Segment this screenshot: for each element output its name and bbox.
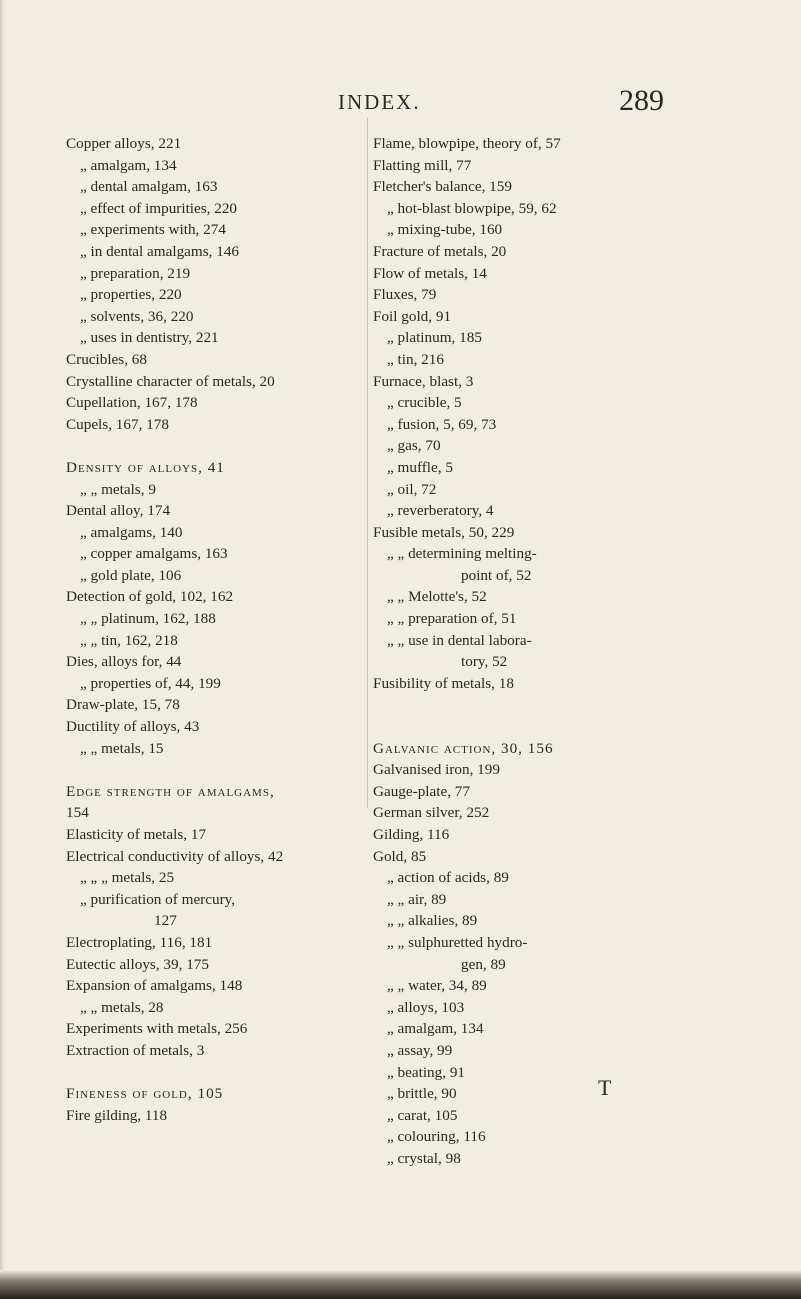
index-entry: Gilding, 116 <box>373 826 450 843</box>
index-entry: „ amalgam, 134 <box>387 1020 484 1038</box>
index-entry: Fusibility of metals, 18 <box>373 674 514 692</box>
index-entry: „ uses in dentistry, 221 <box>80 329 219 347</box>
index-entry: „ copper amalgams, 163 <box>80 545 228 563</box>
index-entry: Copper alloys, 221 <box>66 135 182 152</box>
index-entry: Dental alloy, 174 <box>66 502 171 520</box>
index-column-right <box>373 133 773 1170</box>
index-gap <box>66 435 366 457</box>
index-entry: „ „ sulphuretted hydro- <box>387 933 528 951</box>
index-entry: Fluxes, 79 <box>373 286 437 304</box>
index-entry: Eutectic alloys, 39, 175 <box>66 955 209 973</box>
index-entry: Detection of gold, 102, 162 <box>66 588 234 606</box>
index-entry: „ alloys, 103 <box>387 998 465 1016</box>
index-entry: „ „ air, 89 <box>387 890 447 908</box>
index-entry: „ „ metals, 9 <box>80 480 156 498</box>
index-entry: „ amalgam, 134 <box>80 156 177 174</box>
index-entry: „ effect of impurities, 220 <box>80 199 238 217</box>
index-entry: „ dental amalgam, 163 <box>80 178 218 196</box>
index-entry: Crucibles, 68 <box>66 350 147 368</box>
index-entry: „ colouring, 116 <box>387 1128 486 1146</box>
signature-mark: T <box>598 1075 612 1100</box>
index-gap <box>66 1062 366 1084</box>
index-entry: Fineness of gold, 105 <box>66 1085 224 1103</box>
index-entry: Elasticity of metals, 17 <box>66 826 207 843</box>
index-entry: „ solvents, 36, 220 <box>80 307 194 325</box>
index-entry: „ crucible, 5 <box>387 394 462 412</box>
index-entry: „ crystal, 98 <box>387 1149 461 1167</box>
index-entry: Draw-plate, 15, 78 <box>66 696 180 714</box>
index-entry: Gauge-plate, 77 <box>373 782 470 800</box>
index-entry: Flow of metals, 14 <box>373 264 487 282</box>
index-entry: „ assay, 99 <box>387 1041 453 1059</box>
index-entry: Cupellation, 167, 178 <box>66 394 198 412</box>
index-entry: 127 <box>154 912 177 930</box>
index-entry: Fire gilding, 118 <box>66 1106 168 1124</box>
column-divider <box>367 118 368 808</box>
index-entry: Dies, alloys for, 44 <box>66 653 182 671</box>
index-entry: „ oil, 72 <box>387 480 437 498</box>
index-entry: Fusible metals, 50, 229 <box>373 523 515 541</box>
index-entry: Crystalline character of metals, 20 <box>66 372 275 390</box>
index-entry: „ tin, 216 <box>387 350 444 368</box>
index-entry: Flatting mill, 77 <box>373 156 472 174</box>
index-entry: „ „ tin, 162, 218 <box>80 631 178 649</box>
index-entry: Density of alloys, 41 <box>66 458 225 476</box>
index-gap <box>66 759 366 781</box>
index-entry: „ „ metals, 15 <box>80 739 164 757</box>
index-entry: Galvanic action, 30, 156 <box>373 739 554 757</box>
index-entry: „ „ „ metals, 25 <box>80 869 175 887</box>
index-entry: „ hot-blast blowpipe, 59, 62 <box>387 199 557 217</box>
index-entry: Cupels, 167, 178 <box>66 415 169 433</box>
index-entry: „ action of acids, 89 <box>387 869 509 887</box>
index-entry: „ brittle, 90 <box>387 1085 457 1103</box>
index-entry: „ reverberatory, 4 <box>387 502 494 520</box>
index-entry: „ gas, 70 <box>387 437 441 455</box>
index-entry: Electroplating, 116, 181 <box>66 933 213 951</box>
index-entry: „ mixing-tube, 160 <box>387 221 503 239</box>
index-entry: „ „ Melotte's, 52 <box>387 588 487 606</box>
index-entry: „ beating, 91 <box>387 1063 466 1081</box>
index-entry: „ properties, 220 <box>80 286 182 304</box>
index-entry: 154 <box>66 804 89 822</box>
index-entry: Electrical conductivity of alloys, 42 <box>66 847 284 865</box>
index-gap <box>373 716 773 738</box>
index-gap <box>373 694 773 716</box>
index-entry: „ amalgams, 140 <box>80 523 183 541</box>
page-bottom-shadow <box>0 1270 801 1299</box>
index-entry: Fletcher's balance, 159 <box>373 178 512 196</box>
index-entry: „ gold plate, 106 <box>80 566 182 584</box>
index-entry: „ „ platinum, 162, 188 <box>80 610 216 628</box>
index-entry: „ „ water, 34, 89 <box>387 977 487 995</box>
index-entry: „ carat, 105 <box>387 1106 458 1124</box>
index-entry: „ purification of mercury, <box>80 890 236 908</box>
page-edge-shadow <box>0 0 4 1299</box>
index-entry: Fracture of metals, 20 <box>373 242 507 260</box>
index-entry: gen, 89 <box>461 955 506 973</box>
index-entry: „ muffle, 5 <box>387 458 453 476</box>
index-entry: „ experiments with, 274 <box>80 221 226 239</box>
index-entry: „ „ determining melting- <box>387 545 537 563</box>
index-entry: tory, 52 <box>461 653 508 671</box>
page-number: 289 <box>619 84 664 117</box>
index-entry: „ „ preparation of, 51 <box>387 610 517 628</box>
running-title: INDEX. <box>338 90 421 114</box>
index-entry: Foil gold, 91 <box>373 307 452 325</box>
index-column-left <box>66 133 366 1126</box>
index-entry: „ in dental amalgams, 146 <box>80 242 240 260</box>
index-entry: „ fusion, 5, 69, 73 <box>387 415 497 433</box>
index-entry: „ preparation, 219 <box>80 264 191 282</box>
index-entry: Ductility of alloys, 43 <box>66 718 200 736</box>
page-header <box>0 84 801 122</box>
index-entry: Extraction of metals, 3 <box>66 1041 205 1059</box>
index-entry: Experiments with metals, 256 <box>66 1020 248 1038</box>
index-entry: „ „ use in dental labora- <box>387 631 532 649</box>
index-entry: „ „ metals, 28 <box>80 998 164 1016</box>
index-entry: Edge strength of amalgams, <box>66 782 275 800</box>
index-entry: „ „ alkalies, 89 <box>387 912 478 930</box>
index-entry: point of, 52 <box>461 566 532 584</box>
index-entry: Gold, 85 <box>373 847 427 865</box>
index-entry: Furnace, blast, 3 <box>373 372 474 390</box>
index-entry: „ platinum, 185 <box>387 329 482 347</box>
index-entry: German silver, 252 <box>373 804 490 822</box>
index-entry: „ properties of, 44, 199 <box>80 674 221 692</box>
index-entry: Flame, blowpipe, theory of, 57 <box>373 135 561 152</box>
index-entry: Expansion of amalgams, 148 <box>66 977 243 995</box>
index-entry: Galvanised iron, 199 <box>373 761 500 779</box>
